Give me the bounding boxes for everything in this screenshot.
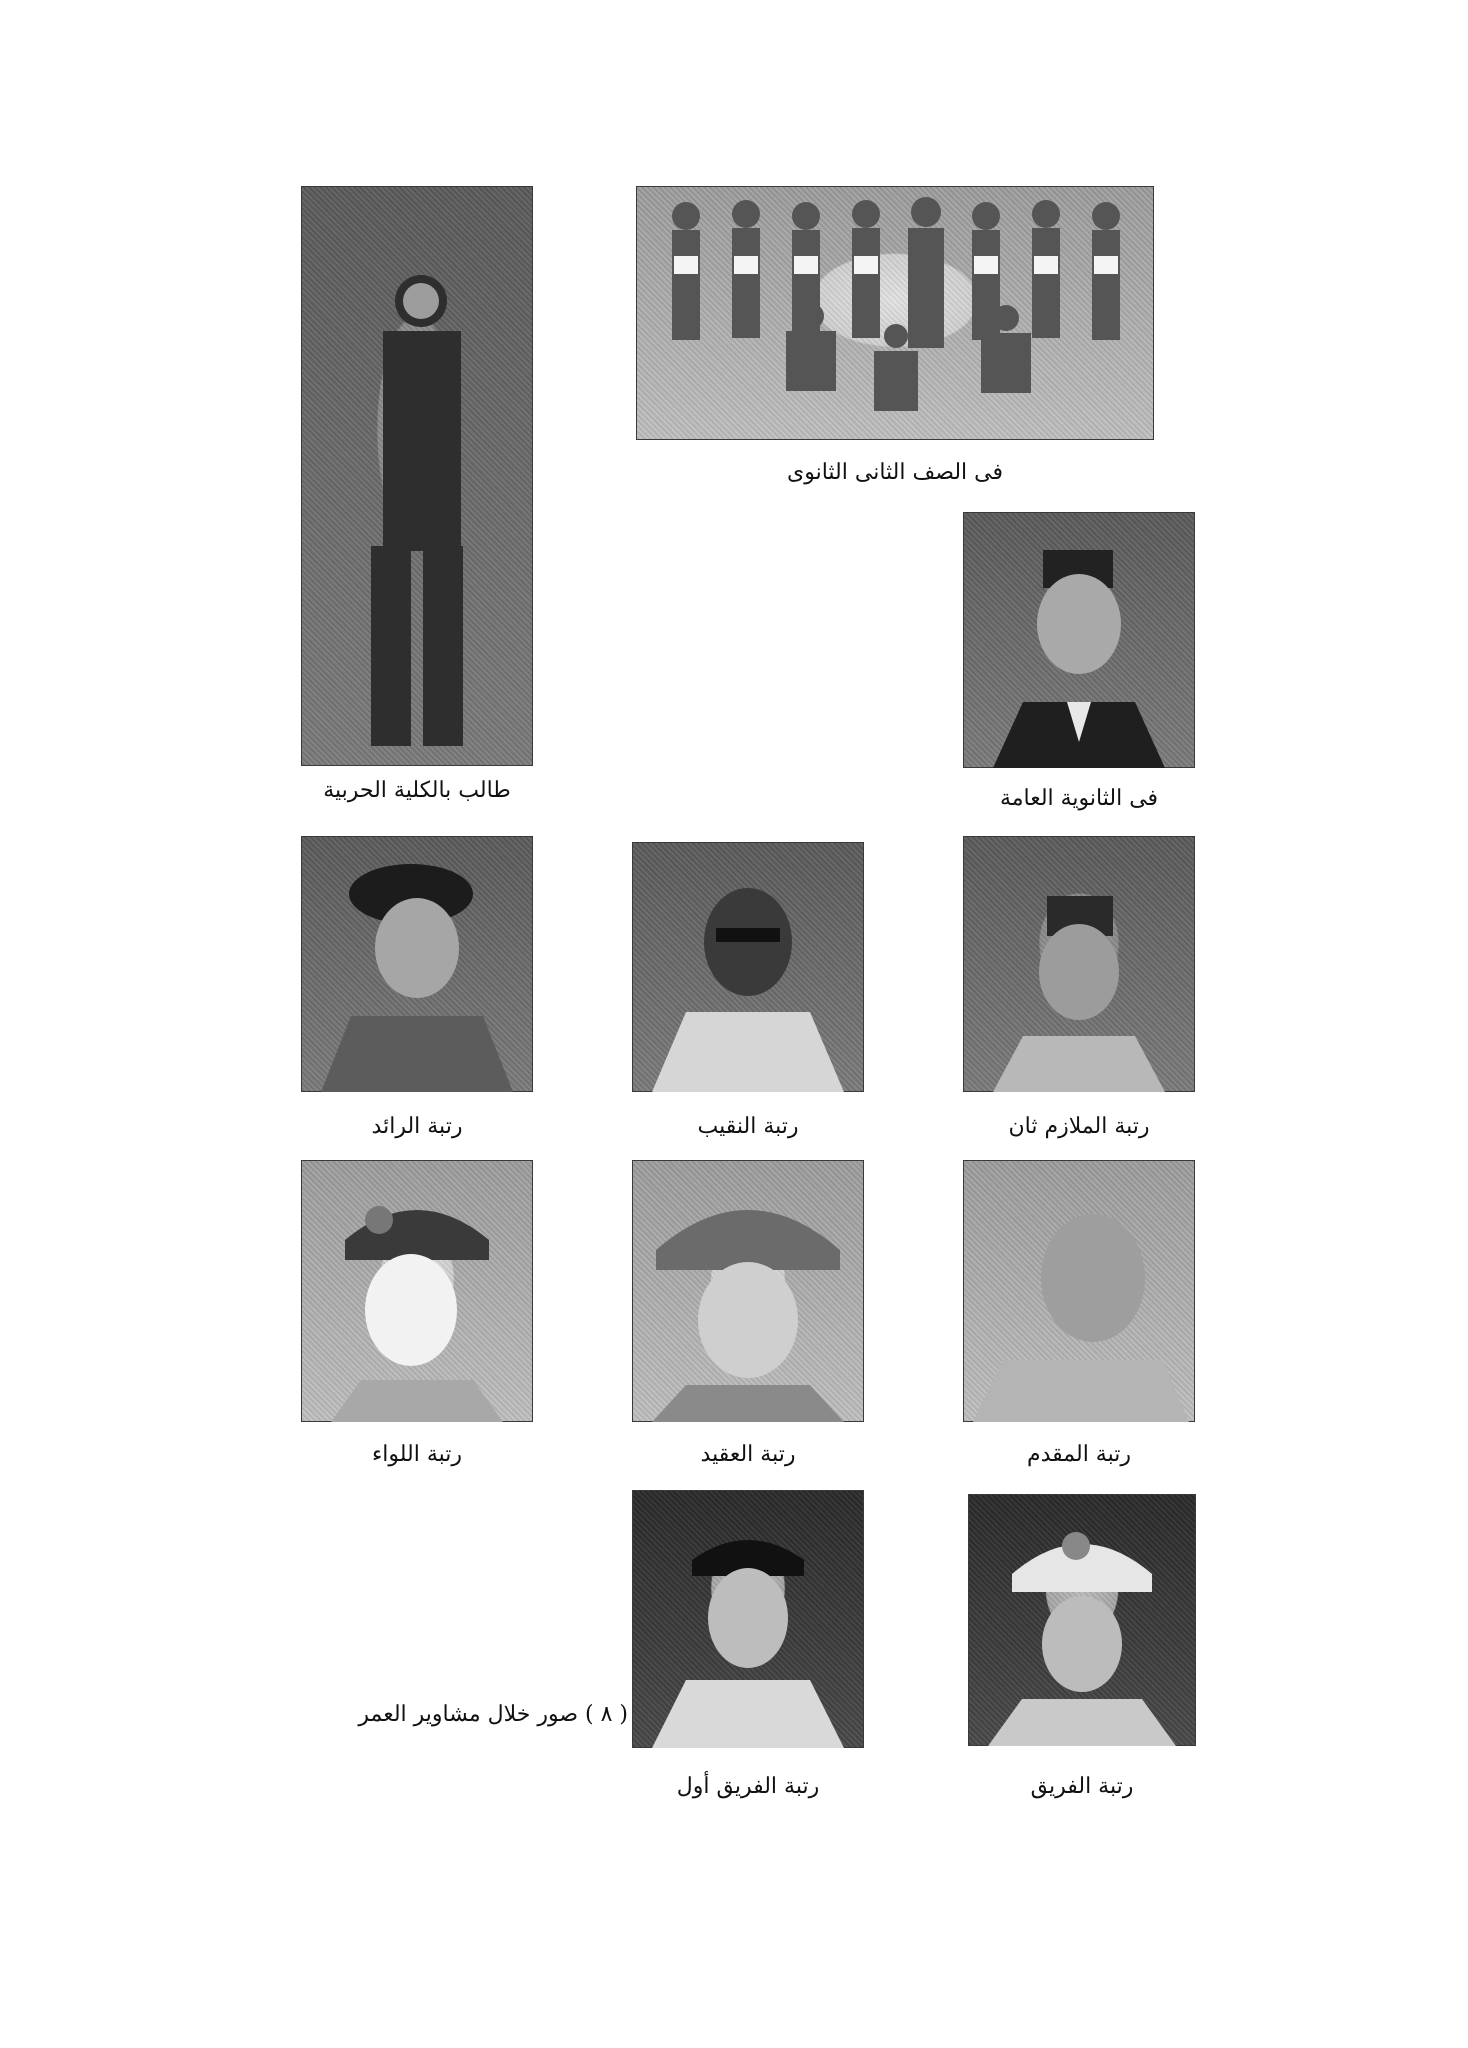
portrait-illustration [632, 842, 864, 1092]
photo-team-secondary [636, 186, 1154, 440]
portrait-illustration [301, 836, 533, 1092]
team-figures-illustration [636, 186, 1154, 440]
photo-general-secondary [963, 512, 1195, 768]
photo-rank-captain [632, 842, 864, 1092]
photo-rank-lieutenant-colonel [963, 1160, 1195, 1422]
photo-caption: رتبة الملازم ثان [1008, 1114, 1150, 1139]
photo-caption: رتبة الفريق أول [676, 1774, 820, 1799]
portrait-illustration [963, 512, 1195, 768]
portrait-illustration [632, 1160, 864, 1422]
photo-caption: رتبة النقيب [697, 1114, 799, 1139]
portrait-illustration [963, 836, 1195, 1092]
photo-caption: رتبة العقيد [700, 1442, 796, 1467]
photo-military-college-cadet [301, 186, 533, 766]
photo-rank-major [301, 836, 533, 1092]
photo-caption: رتبة الفريق [1030, 1774, 1134, 1799]
photo-caption: فى الثانوية العامة [999, 786, 1159, 811]
cadet-figure-illustration [301, 186, 533, 766]
portrait-illustration [301, 1160, 533, 1422]
photo-caption: فى الصف الثانى الثانوى [787, 460, 1003, 485]
photo-caption: رتبة الرائد [371, 1114, 463, 1139]
page-caption: ( ٨ ) صور خلال مشاوير العمر [358, 1702, 628, 1727]
photo-caption: رتبة اللواء [371, 1442, 463, 1467]
photo-rank-second-lieutenant [963, 836, 1195, 1092]
photo-rank-general-first [632, 1490, 864, 1748]
portrait-illustration [963, 1160, 1195, 1422]
photo-rank-colonel [632, 1160, 864, 1422]
portrait-illustration [632, 1490, 864, 1748]
photo-caption: طالب بالكلية الحربية [323, 778, 511, 803]
photo-rank-general [968, 1494, 1196, 1746]
photo-rank-major-general [301, 1160, 533, 1422]
photo-caption: رتبة المقدم [1026, 1442, 1131, 1467]
portrait-illustration [968, 1494, 1196, 1746]
